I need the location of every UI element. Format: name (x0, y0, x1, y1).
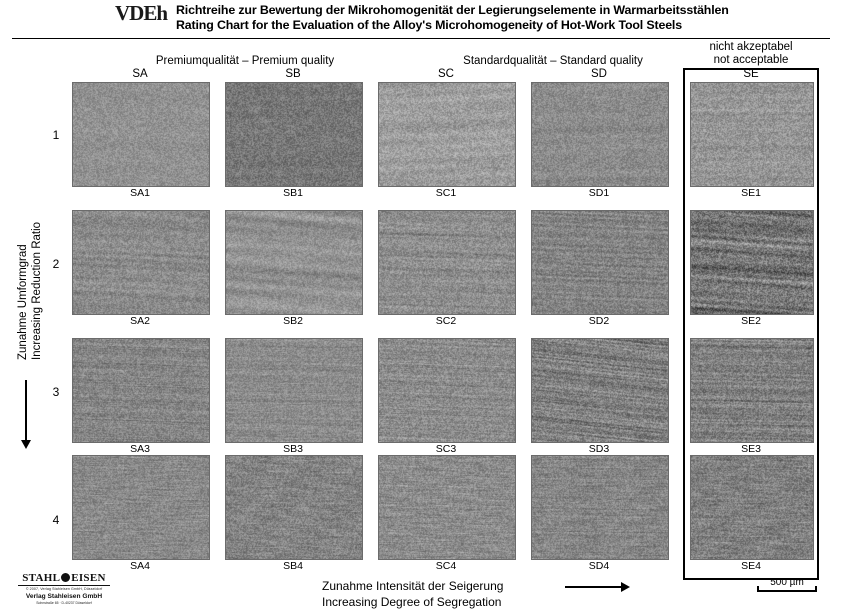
row-label-4: 4 (52, 513, 60, 527)
micrograph-texture (226, 339, 362, 442)
micrograph-texture (691, 339, 813, 442)
micrograph-SA4[interactable] (72, 455, 210, 560)
micrograph-SB3[interactable] (225, 338, 363, 443)
caption-SB1: SB1 (283, 187, 303, 199)
caption-SD3: SD3 (588, 443, 610, 455)
publisher-address: Sohnstraße 65 · D-40237 Düsseldorf (36, 601, 92, 605)
caption-SD1: SD1 (588, 187, 610, 199)
micrograph-texture (379, 83, 515, 186)
micrograph-texture (226, 83, 362, 186)
micrograph-SB2[interactable] (225, 210, 363, 315)
column-label-sa: SA (132, 68, 148, 80)
micrograph-texture (73, 456, 209, 559)
micrograph-texture (73, 339, 209, 442)
caption-SB4: SB4 (283, 560, 303, 572)
column-label-sd: SD (591, 68, 607, 80)
publisher-name (18, 572, 110, 584)
micrograph-texture (532, 456, 668, 559)
caption-SE3: SE3 (741, 443, 761, 455)
title-line-de: Richtreihe zur Bewertung der Mikrohomogenität der Legierungselemente in Warmarbeitsstählen (176, 3, 729, 17)
x-axis-arrow-icon (565, 586, 623, 588)
caption-SB3: SB3 (283, 443, 303, 455)
micrograph-texture (691, 83, 813, 186)
column-label-sc: SC (438, 68, 454, 80)
group-label-standard: Standardqualität – Standard quality (463, 55, 643, 67)
micrograph-texture (532, 339, 668, 442)
micrograph-texture (379, 339, 515, 442)
micrograph-texture (532, 83, 668, 186)
caption-SD2: SD2 (588, 315, 610, 327)
publisher-dot-icon (61, 573, 70, 582)
scale-bar-label: 500 µm (770, 577, 804, 588)
publisher-name-part1: STAHL (22, 572, 61, 584)
caption-SC3: SC3 (435, 443, 457, 455)
vdeh-logo-text: VDEh (114, 1, 168, 25)
group-label-notacceptable-de: nicht akzeptabel (709, 41, 793, 53)
publisher-logo (18, 572, 110, 606)
title-block (176, 3, 836, 33)
micrograph-texture (73, 211, 209, 314)
caption-SA1: SA1 (130, 187, 150, 199)
micrograph-texture (379, 211, 515, 314)
caption-SA3: SA3 (130, 443, 150, 455)
micrograph-texture (226, 211, 362, 314)
x-axis-label-en: Increasing Degree of Segregation (322, 595, 502, 609)
x-axis-labels (322, 578, 503, 610)
micrograph-texture (73, 83, 209, 186)
group-label-premium: Premiumqualität – Premium quality (155, 55, 335, 67)
caption-SA2: SA2 (130, 315, 150, 327)
caption-SB2: SB2 (283, 315, 303, 327)
caption-SA4: SA4 (130, 560, 150, 572)
micrograph-SC1[interactable] (378, 82, 516, 187)
micrograph-texture (691, 211, 813, 314)
micrograph-SD2[interactable] (531, 210, 669, 315)
micrograph-SC2[interactable] (378, 210, 516, 315)
publisher-name-part2: EISEN (71, 572, 106, 584)
micrograph-texture (691, 456, 813, 559)
micrograph-SC3[interactable] (378, 338, 516, 443)
y-axis-arrow-icon (25, 380, 27, 442)
header-divider (12, 38, 830, 39)
micrograph-SD3[interactable] (531, 338, 669, 443)
y-axis-label-de: Zunahme Umformgrad (17, 244, 29, 360)
micrograph-SA2[interactable] (72, 210, 210, 315)
vdeh-logo (110, 2, 172, 24)
caption-SE4: SE4 (741, 560, 761, 572)
page-header (0, 0, 841, 40)
row-label-1: 1 (52, 128, 60, 142)
micrograph-SD1[interactable] (531, 82, 669, 187)
column-label-sb: SB (285, 68, 301, 80)
group-label-notacceptable-en: not acceptable (713, 54, 789, 66)
micrograph-SB1[interactable] (225, 82, 363, 187)
micrograph-SE4[interactable] (690, 455, 814, 560)
caption-SE1: SE1 (741, 187, 761, 199)
publisher-company: Verlag Stahleisen GmbH (25, 593, 103, 600)
caption-SE2: SE2 (741, 315, 761, 327)
publisher-divider (18, 585, 110, 586)
caption-SC1: SC1 (435, 187, 457, 199)
micrograph-SA3[interactable] (72, 338, 210, 443)
micrograph-SE1[interactable] (690, 82, 814, 187)
y-axis-labels (14, 221, 48, 360)
micrograph-texture (532, 211, 668, 314)
row-label-3: 3 (52, 385, 60, 399)
micrograph-SE2[interactable] (690, 210, 814, 315)
micrograph-SC4[interactable] (378, 455, 516, 560)
title-line-en: Rating Chart for the Evaluation of the Alloy's Microhomogeneity of Hot-Work Tool Steels (176, 18, 682, 32)
micrograph-SD4[interactable] (531, 455, 669, 560)
caption-SD4: SD4 (588, 560, 610, 572)
x-axis-label-de: Zunahme Intensität der Seigerung (322, 579, 504, 593)
y-axis-label-en: Increasing Reduction Ratio (31, 221, 43, 360)
publisher-copyright: © 2007, Verlag Stahleisen GmbH, Düsseldorf (25, 587, 103, 591)
micrograph-texture (226, 456, 362, 559)
caption-SC4: SC4 (435, 560, 457, 572)
micrograph-SB4[interactable] (225, 455, 363, 560)
column-label-se: SE (743, 68, 759, 80)
row-label-2: 2 (52, 257, 60, 271)
micrograph-SA1[interactable] (72, 82, 210, 187)
caption-SC2: SC2 (435, 315, 457, 327)
micrograph-texture (379, 456, 515, 559)
micrograph-SE3[interactable] (690, 338, 814, 443)
scale-bar-icon (757, 590, 817, 592)
